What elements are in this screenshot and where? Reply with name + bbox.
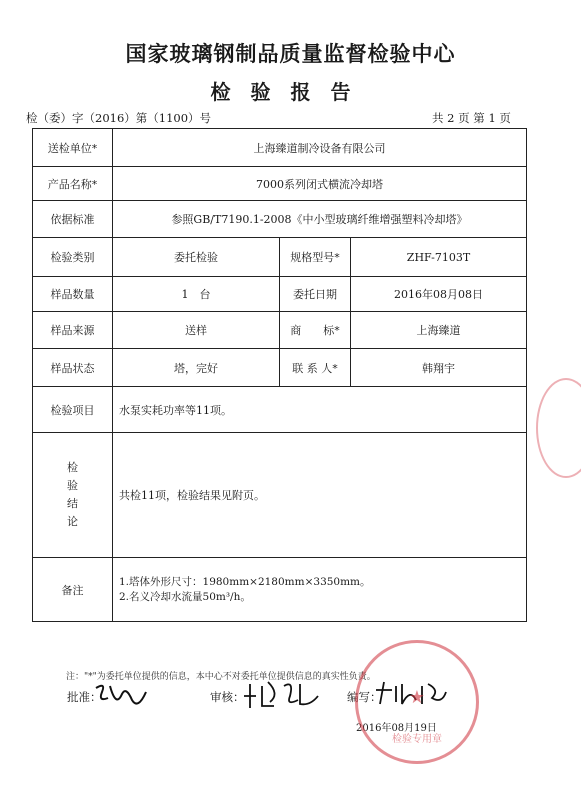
report-reference-number: 检（委）字（2016）第（1100）号: [26, 111, 212, 125]
table-row: [33, 349, 527, 387]
model-value: ZHF-7103T: [351, 238, 527, 277]
review-label: 审核：: [210, 690, 245, 704]
brand-label: 商 标*: [280, 312, 351, 349]
source-label: 样品来源: [33, 312, 113, 349]
table-row: [33, 129, 527, 167]
table-row: [33, 238, 527, 277]
table-row: [33, 312, 527, 349]
standard-value: 参照GB/T7190.1-2008《中小型玻璃纤维增强塑料冷却塔》: [113, 201, 527, 238]
table-row: [33, 558, 527, 622]
model-label: 规格型号*: [280, 238, 351, 277]
state-value: 塔，完好: [113, 349, 280, 387]
conclusion-label-cell: [33, 433, 113, 558]
star-icon: ★: [408, 687, 426, 708]
issue-date: 2016年08月19日: [356, 723, 437, 734]
remarks-label: 备注: [33, 558, 113, 622]
review-signature: [240, 676, 324, 712]
sender-value: 上海臻道制冷设备有限公司: [113, 129, 527, 167]
sender-label: 送检单位*: [33, 129, 113, 167]
product-value: 7000系列闭式横流冷却塔: [113, 167, 527, 201]
items-value: 水泵实耗功率等11项。: [113, 387, 527, 433]
date-label: 委托日期: [280, 277, 351, 312]
approve-signature: [92, 680, 152, 714]
product-label: 产品名称*: [33, 167, 113, 201]
conclusion-value: 共检11项，检验结果见附页。: [113, 433, 527, 558]
state-label: 样品状态: [33, 349, 113, 387]
seal-text: 检验专用章: [392, 734, 442, 745]
report-type-title: 检验报告: [210, 80, 371, 104]
edge-seal-icon: [536, 378, 581, 478]
table-row: [33, 387, 527, 433]
approve-label: 批准：: [67, 690, 102, 704]
category-label: 检验类别: [33, 238, 113, 277]
footnote: 注："*"为委托单位提供的信息，本中心不对委托单位提供信息的真实性负责。: [66, 672, 376, 682]
items-label: 检验项目: [33, 387, 113, 433]
contact-value: 韩翔宇: [351, 349, 527, 387]
compile-label: 编写：: [347, 690, 382, 704]
table-row: [33, 433, 527, 558]
remarks-line-1: 1.塔体外形尺寸：1980mm×2180mm×3350mm。: [119, 575, 371, 588]
qty-label: 样品数量: [33, 277, 113, 312]
standard-label: 依据标准: [33, 201, 113, 238]
table-row: [33, 167, 527, 201]
qty-value: 1 台: [113, 277, 280, 312]
date-value: 2016年08月08日: [351, 277, 527, 312]
report-table: [32, 128, 527, 622]
page-count: 共 2 页 第 1 页: [432, 111, 511, 125]
brand-value: 上海臻道: [351, 312, 527, 349]
table-row: [33, 201, 527, 238]
remarks-cell: [113, 558, 527, 622]
contact-label: 联 系 人*: [280, 349, 351, 387]
source-value: 送样: [113, 312, 280, 349]
inspection-seal: [355, 640, 479, 764]
report-institution-title: 国家玻璃钢制品质量监督检验中心: [125, 42, 456, 66]
category-value: 委托检验: [113, 238, 280, 277]
remarks-line-2: 2.名义冷却水流量50m³/h。: [119, 590, 251, 603]
conclusion-label: 检验结论: [67, 461, 78, 528]
table-row: [33, 277, 527, 312]
